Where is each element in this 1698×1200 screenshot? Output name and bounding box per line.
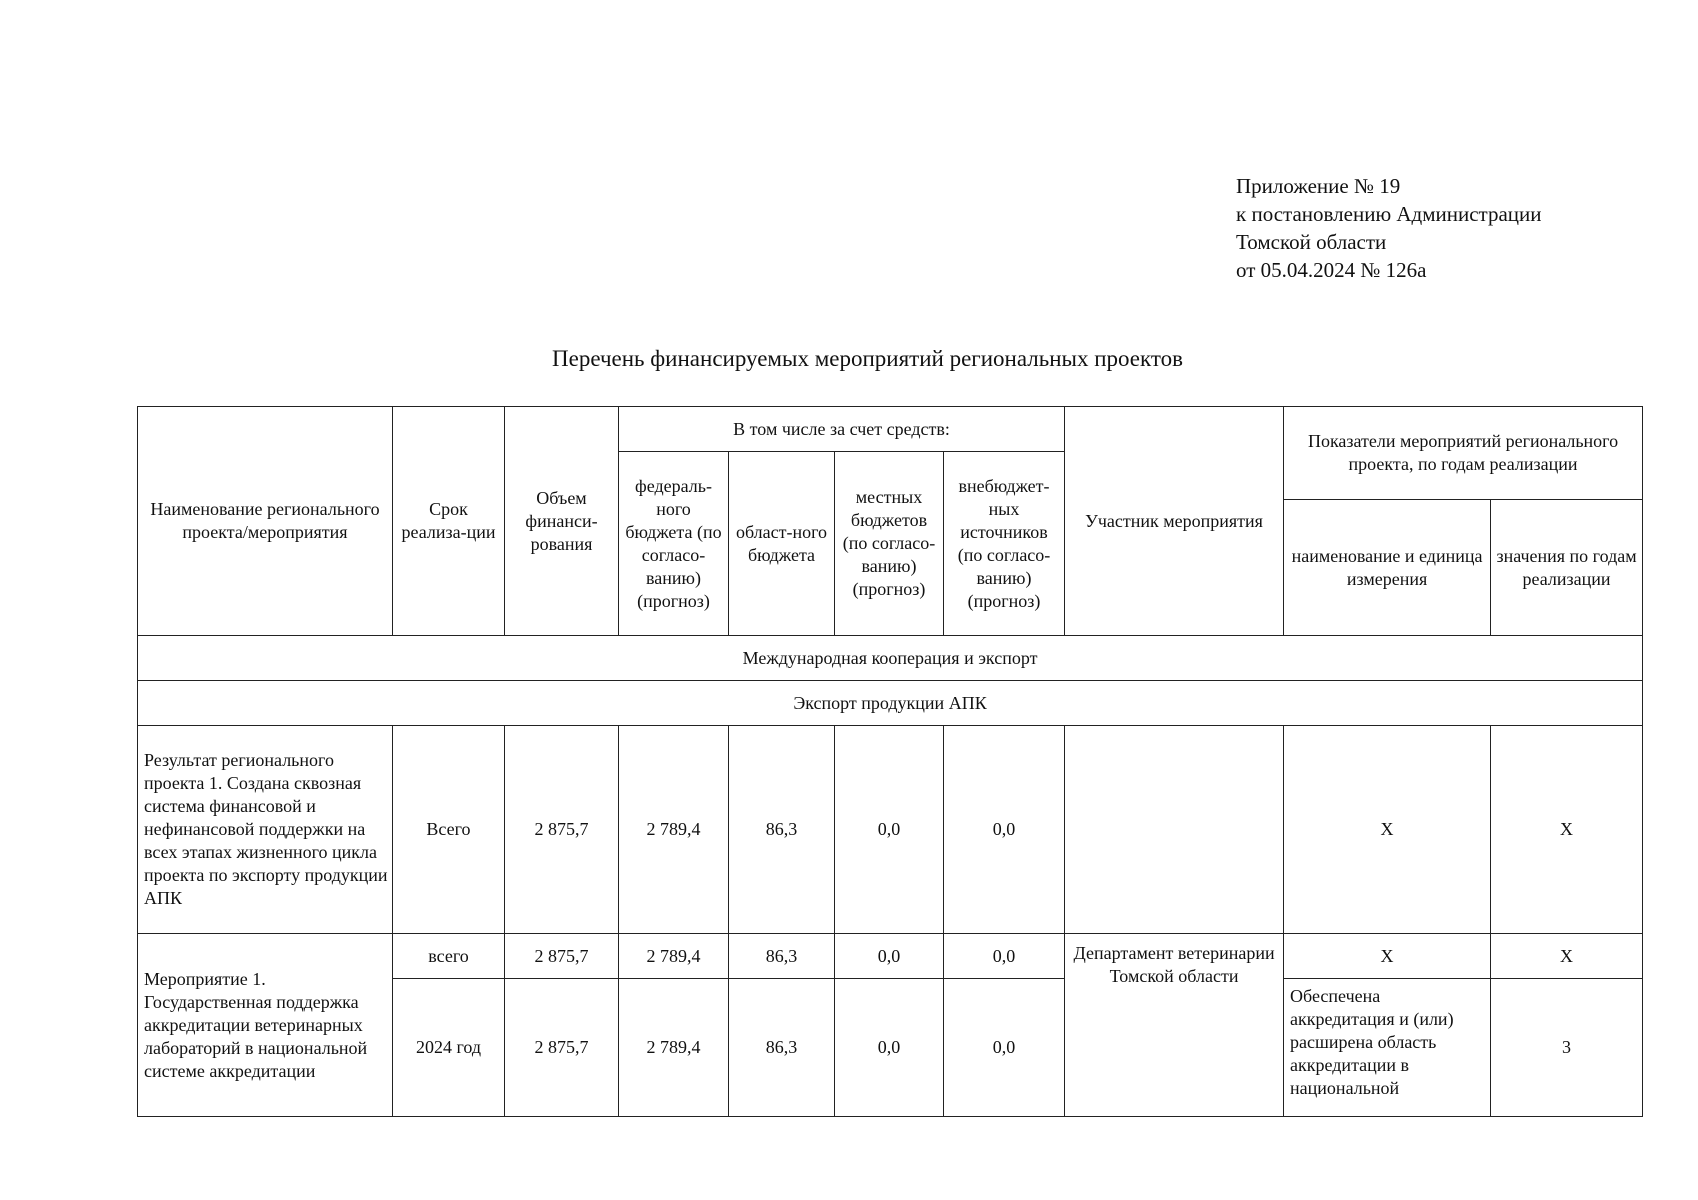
measure-participant: Департамент ветеринарии Томской области: [1065, 934, 1284, 1117]
document-title: Перечень финансируемых мероприятий региональных проектов: [552, 346, 1183, 371]
cell-volume: 2 875,7: [505, 979, 619, 1117]
projects-table: [137, 406, 1643, 1117]
header-indicator-name: наименование и единица измерения: [1284, 500, 1491, 636]
header-name: Наименование регионального проекта/мероприятия: [138, 407, 393, 636]
cell-indicator-name: Х: [1284, 726, 1491, 934]
appendix-line: Приложение № 19: [1236, 174, 1401, 198]
appendix-line: к постановлению Администрации: [1236, 202, 1542, 226]
result-name: Результат регионального проекта 1. Создана сквозная система финансовой и нефинансовой поддержки на всех этапах жизненного цикла проекта по экспорту продукции АПК: [138, 726, 393, 934]
header-indicator-values: значения по годам реализации: [1491, 500, 1643, 636]
cell-local: 0,0: [835, 979, 944, 1117]
header-federal: федераль-ного бюджета (по согласо-ванию) (прогноз): [619, 452, 729, 636]
cell-federal: 2 789,4: [619, 979, 729, 1117]
cell-regional: 86,3: [729, 726, 835, 934]
header-regional: област-ного бюджета: [729, 452, 835, 636]
appendix-line: Томской области: [1236, 230, 1387, 254]
header-including: В том числе за счет средств:: [619, 407, 1065, 452]
cell-term: 2024 год: [393, 979, 505, 1117]
cell-federal: 2 789,4: [619, 726, 729, 934]
cell-indicator-values: 3: [1491, 979, 1643, 1117]
header-term: Срок реализа-ции: [393, 407, 505, 636]
cell-participant: [1065, 726, 1284, 934]
section-row: Экспорт продукции АПК: [138, 681, 1643, 726]
appendix-block: [1236, 172, 1542, 284]
header-volume: Объем финанси-рования: [505, 407, 619, 636]
section-row: Международная кооперация и экспорт: [138, 636, 1643, 681]
cell-indicator-name: Х: [1284, 934, 1491, 979]
cell-regional: 86,3: [729, 934, 835, 979]
cell-federal: 2 789,4: [619, 934, 729, 979]
cell-term: Всего: [393, 726, 505, 934]
cell-extra: 0,0: [944, 979, 1065, 1117]
header-indicators: Показатели мероприятий регионального проекта, по годам реализации: [1284, 407, 1643, 500]
cell-indicator-name: Обеспечена аккредитация и (или) расширена область аккредитации в национальной: [1284, 979, 1491, 1117]
cell-volume: 2 875,7: [505, 726, 619, 934]
cell-indicator-values: Х: [1491, 934, 1643, 979]
header-local: местных бюджетов (по согласо-ванию) (прогноз): [835, 452, 944, 636]
cell-local: 0,0: [835, 726, 944, 934]
cell-volume: 2 875,7: [505, 934, 619, 979]
result-row: [138, 726, 1643, 934]
header-extra: внебюджет-ных источников (по согласо-ванию) (прогноз): [944, 452, 1065, 636]
header-participant: Участник мероприятия: [1065, 407, 1284, 636]
cell-extra: 0,0: [944, 726, 1065, 934]
appendix-line: от 05.04.2024 № 126а: [1236, 258, 1427, 282]
cell-extra: 0,0: [944, 934, 1065, 979]
measure-name: Мероприятие 1. Государственная поддержка аккредитации ветеринарных лабораторий в национальной системе аккредитации: [138, 934, 393, 1117]
cell-indicator-values: Х: [1491, 726, 1643, 934]
cell-regional: 86,3: [729, 979, 835, 1117]
cell-local: 0,0: [835, 934, 944, 979]
cell-term: всего: [393, 934, 505, 979]
measure-total-row: [138, 934, 1643, 979]
